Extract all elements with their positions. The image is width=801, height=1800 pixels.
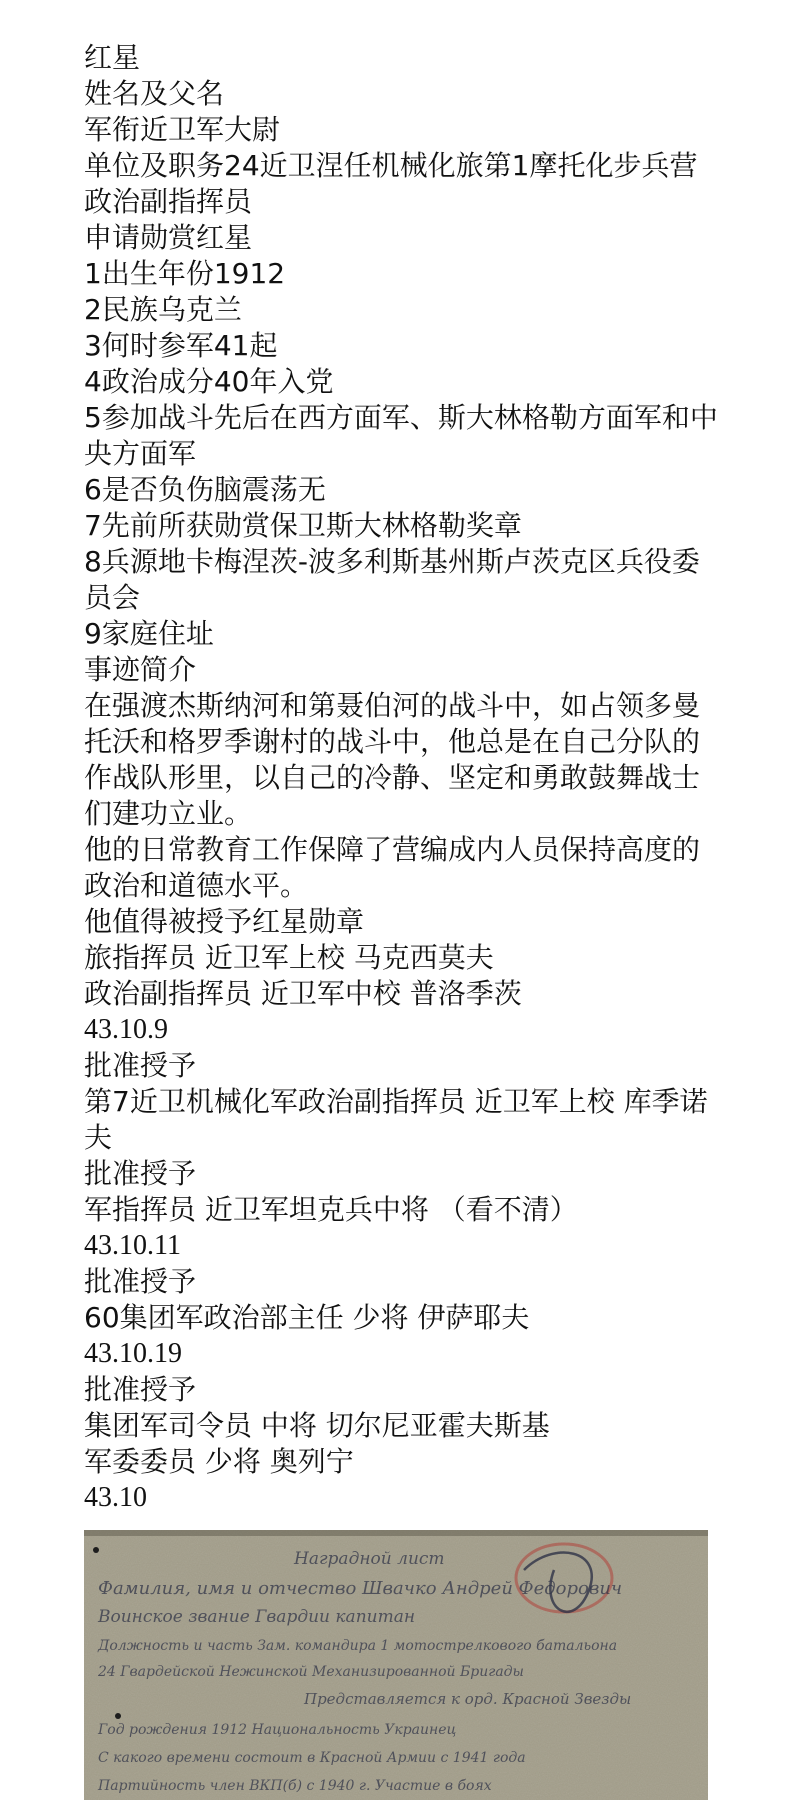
scan-line-name: Фамилия, имя и отчество Швачко Андрей Федорович [98, 1578, 623, 1599]
doc-line-date-2: 43.10.11 [84, 1230, 181, 1261]
scan-line-award: Представляется к орд. Красной Звезды [304, 1690, 632, 1708]
doc-line-recommended-award: 申请勋赏红星 [84, 221, 253, 254]
doc-line-unit-position: 单位及职务24近卫涅任机械化旅第1摩托化步兵营政治副指挥员 [84, 149, 698, 218]
doc-line-political-deputy: 政治副指挥员 近卫军中校 普洛季茨 [84, 977, 522, 1010]
document-body [84, 40, 724, 1516]
scan-hole-mark [93, 1547, 99, 1553]
scan-line-brigade: 24 Гвардейской Нежинской Механизированной Бригады [98, 1664, 524, 1680]
doc-line-date-3: 43.10.19 [84, 1338, 182, 1369]
archive-scan-image [84, 1530, 708, 1800]
scan-line-party: Партийность член ВКП(б) с 1940 г. Участие в боях [98, 1778, 492, 1794]
scan-heading: Наградной лист [294, 1549, 445, 1569]
doc-line-enlistment-office: 8兵源地卡梅涅茨-波多利斯基州斯卢茨克区兵役委员会 [84, 545, 700, 614]
scan-line-rank: Воинское звание Гвардии капитан [98, 1607, 416, 1627]
doc-line-approved-1: 批准授予 [84, 1049, 197, 1082]
doc-line-wounds: 6是否负伤脑震荡无 [84, 473, 326, 506]
doc-line-nationality: 2民族乌克兰 [84, 293, 242, 326]
doc-line-corps-commander: 军指挥员 近卫军坦克兵中将 （看不清） [84, 1193, 578, 1226]
doc-line-previous-awards: 7先前所获勋赏保卫斯大林格勒奖章 [84, 509, 522, 542]
doc-line-summary-heading: 事迹简介 [84, 653, 197, 686]
doc-line-date-4: 43.10 [84, 1482, 147, 1513]
scan-hole-mark-2 [115, 1713, 121, 1719]
doc-line-rank: 军衔近卫军大尉 [84, 113, 281, 146]
doc-line-birth-year: 1出生年份1912 [84, 257, 286, 290]
doc-line-approved-4: 批准授予 [84, 1373, 197, 1406]
doc-line-brigade-commander: 旅指挥员 近卫军上校 马克西莫夫 [84, 941, 494, 974]
scan-top-edge [84, 1530, 708, 1536]
doc-paragraph-feat: 在强渡杰斯纳河和第聂伯河的战斗中，如占领多曼托沃和格罗季谢村的战斗中，他总是在自己分队的作战队形里，以自己的冷静、坚定和勇敢鼓舞战士们建功立业。 [84, 689, 701, 830]
doc-line-party: 4政治成分40年入党 [84, 365, 334, 398]
doc-line-battles: 5参加战斗先后在西方面军、斯大林格勒方面军和中央方面军 [84, 401, 718, 470]
doc-line-army-commander: 集团军司令员 中将 切尔尼亚霍夫斯基 [84, 1409, 550, 1442]
doc-line-home-address: 9家庭住址 [84, 617, 214, 650]
scan-line-position: Должность и часть Зам. командира 1 мотострелкового батальона [98, 1638, 618, 1654]
doc-line-army-political-head: 60集团军政治部主任 少将 伊萨耶夫 [84, 1301, 530, 1334]
doc-line-worthy: 他值得被授予红星勋章 [84, 905, 365, 938]
doc-line-approved-2: 批准授予 [84, 1157, 197, 1190]
doc-line-military-council: 军委委员 少将 奥列宁 [84, 1445, 354, 1478]
doc-line-approved-3: 批准授予 [84, 1265, 197, 1298]
archive-scan-svg [84, 1530, 708, 1800]
doc-line-award-title: 红星 [84, 41, 141, 74]
doc-paragraph-education: 他的日常教育工作保障了营编成内人员保持高度的政治和道德水平。 [84, 833, 701, 902]
scan-line-service: С какого времени состоит в Красной Армии с 1941 года [98, 1750, 526, 1766]
doc-line-service-since: 3何时参军41起 [84, 329, 278, 362]
doc-line-name-label: 姓名及父名 [84, 77, 225, 110]
doc-line-corps-political-deputy: 第7近卫机械化军政治副指挥员 近卫军上校 库季诺夫 [84, 1085, 708, 1154]
doc-line-date-1: 43.10.9 [84, 1014, 168, 1045]
scan-line-birth: Год рождения 1912 Национальность Украинец [98, 1722, 457, 1738]
